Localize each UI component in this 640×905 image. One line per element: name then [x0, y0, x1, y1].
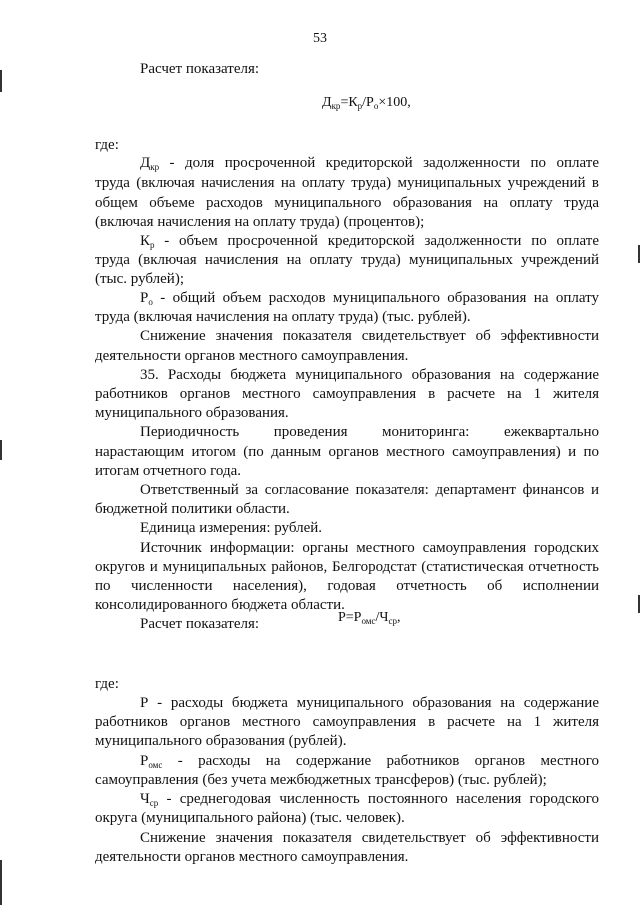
line-text: работников органов местного самоуправления в расчете на 1 жителя	[95, 386, 599, 402]
line-text: Единица измерения: рублей.	[140, 520, 323, 536]
text-line	[95, 577, 599, 596]
line-text: по численности населения), годовая отчетность об исполнении	[95, 578, 599, 594]
formula-symbol: ×100,	[378, 95, 411, 110]
line-text: труда (включая начисления на оплату труда) муниципальных учреждений в	[95, 175, 599, 191]
line-text: где:	[95, 676, 119, 692]
line-text: самоуправления (без учета межбюджетных трансферов) (тыс. рублей);	[95, 772, 547, 788]
text-line	[95, 136, 599, 155]
formula-subscript: о	[373, 101, 379, 111]
symbol: Р	[140, 753, 149, 769]
text-line	[95, 443, 599, 462]
text-line	[140, 481, 599, 500]
symbol: Р	[140, 290, 149, 306]
text-line	[95, 809, 599, 828]
formula-symbol: Д	[322, 95, 332, 110]
formula-symbol: ,	[397, 610, 401, 625]
line-text: - расходы на содержание работников органов местного	[162, 753, 599, 769]
text-line	[95, 251, 599, 270]
text-line	[95, 308, 599, 327]
text-line	[95, 194, 599, 213]
line-text: - доля просроченной кредиторской задолженности по оплате	[159, 155, 599, 171]
symbol-subscript: кр	[150, 162, 160, 172]
formula-subscript: омс	[361, 616, 376, 626]
line-text: округов и муниципальных районов, Белгородстат (статистическая отчетность	[95, 559, 599, 575]
scan-edge-mark	[0, 860, 2, 905]
text-line	[95, 675, 599, 694]
text-line	[140, 694, 599, 713]
symbol-subscript: ср	[149, 798, 159, 808]
line-text: где:	[95, 137, 119, 153]
symbol: Д	[140, 155, 151, 171]
scan-edge-mark	[0, 440, 2, 460]
line-text: округа (муниципального района) (тыс. человек).	[95, 810, 405, 826]
text-line	[95, 500, 599, 519]
definition-line	[140, 154, 599, 173]
line-text: муниципального образования.	[95, 405, 289, 421]
formula-symbol: /Р	[362, 95, 374, 110]
line-text: общем объеме расходов муниципального образования на оплату труда	[95, 195, 599, 211]
line-text: Расчет показателя:	[140, 616, 260, 632]
line-text: бюджетной политики области.	[95, 501, 290, 517]
text-line	[95, 848, 599, 867]
line-text: Расчет показателя:	[140, 61, 260, 77]
line-text: деятельности органов местного самоуправления.	[95, 849, 409, 865]
line-text: Источник информации: органы местного самоуправления городских	[140, 540, 599, 556]
definition-line	[140, 289, 599, 308]
line-text: консолидированного бюджета области.	[95, 597, 345, 613]
line-text: Снижение значения показателя свидетельствует об эффективности	[140, 328, 599, 344]
symbol: К	[140, 233, 151, 249]
definition-line	[140, 752, 599, 771]
line-text: Периодичность проведения мониторинга: ежеквартально	[140, 424, 599, 440]
scan-edge-mark	[0, 70, 2, 92]
text-line	[140, 60, 599, 79]
text-line	[140, 829, 599, 848]
page-number: 53	[313, 31, 327, 46]
line-text: (включая начисления на оплату труда) (процентов);	[95, 214, 425, 230]
definition-line	[140, 232, 599, 251]
text-line	[95, 596, 599, 615]
text-line	[95, 771, 599, 790]
symbol-subscript: о	[148, 297, 153, 307]
text-line	[95, 385, 599, 404]
formula-symbol: /Ч	[375, 610, 389, 625]
text-line	[140, 539, 599, 558]
line-text: труда (включая начисления на оплату труда) муниципальных учреждений	[95, 252, 599, 268]
formula-subscript: р	[357, 101, 363, 111]
symbol-subscript: р	[150, 240, 155, 250]
text-line	[95, 270, 599, 289]
formula-symbol: Р=Р	[338, 610, 362, 625]
formula-subscript: ср	[388, 616, 397, 626]
line-text: - среднегодовая численность постоянного населения городского	[158, 791, 599, 807]
line-text: работников органов местного самоуправления в расчете на 1 жителя	[95, 714, 599, 730]
line-text: - объем просроченной кредиторской задолженности по оплате	[154, 233, 599, 249]
text-line	[95, 174, 599, 193]
formula-symbol: =К	[340, 95, 358, 110]
formula-subscript: кр	[331, 101, 341, 111]
formula-debt-share	[322, 95, 411, 111]
line-text: 35. Расходы бюджета муниципального образования на содержание	[140, 367, 599, 383]
line-text: нарастающим итогом (по данным органов местного самоуправления) и по	[95, 444, 599, 460]
text-line	[140, 519, 599, 538]
text-line	[95, 462, 599, 481]
text-line	[140, 615, 599, 634]
line-text: Снижение значения показателя свидетельствует об эффективности	[140, 830, 599, 846]
text-line	[95, 732, 599, 751]
definition-line	[140, 790, 599, 809]
text-line	[95, 713, 599, 732]
text-line	[140, 423, 599, 442]
line-text: Р - расходы бюджета муниципального образования на содержание	[140, 695, 599, 711]
text-line	[95, 558, 599, 577]
symbol: Ч	[140, 791, 150, 807]
text-line	[140, 366, 599, 385]
line-text: деятельности органов местного самоуправления.	[95, 348, 409, 364]
line-text: итогам отчетного года.	[95, 463, 241, 479]
text-line	[95, 213, 599, 232]
line-text: муниципального образования (рублей).	[95, 733, 347, 749]
text-line	[95, 404, 599, 423]
text-line	[95, 347, 599, 366]
line-text: труда (включая начисления на оплату труда) (тыс. рублей).	[95, 309, 471, 325]
line-text: - общий объем расходов муниципального образования на оплату	[152, 290, 599, 306]
text-line	[140, 327, 599, 346]
symbol-subscript: омс	[148, 760, 163, 770]
line-text: (тыс. рублей);	[95, 271, 184, 287]
line-text: Ответственный за согласование показателя: департамент финансов и	[140, 482, 599, 498]
